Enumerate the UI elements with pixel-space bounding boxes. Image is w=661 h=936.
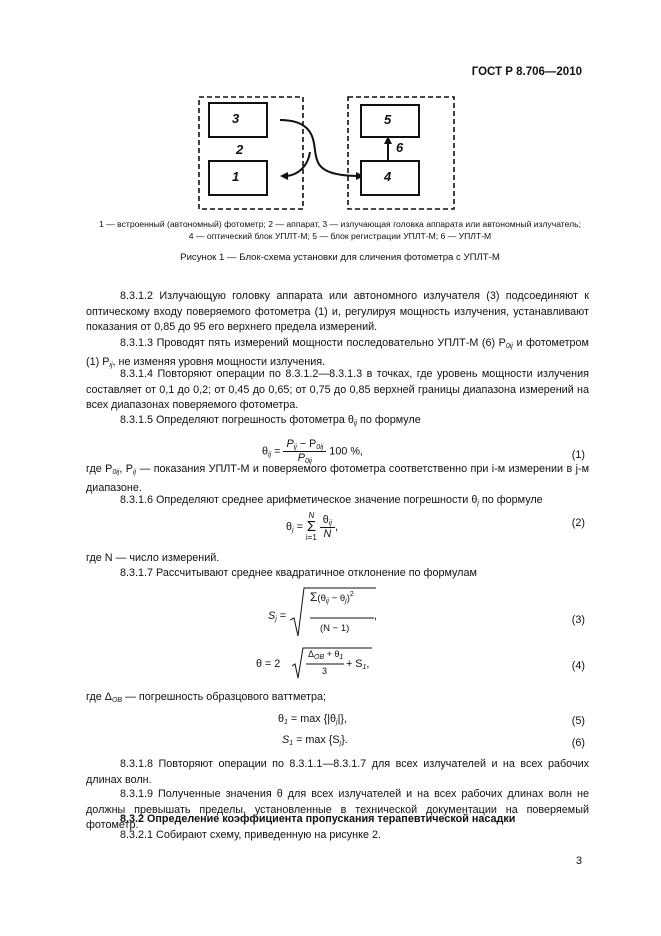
eq2-lhs: θ (286, 520, 293, 533)
eq2-lhs-sub: j (292, 526, 294, 534)
eq2-tail: , (334, 520, 338, 533)
eq4-lhs: θ = 2 (256, 658, 281, 670)
block-3 (208, 102, 268, 138)
equation-1: $\theta_{ij}$ = $\frac{P_{ij} - P_{0ij}}{P_{0ij}}$ 100 %, (262, 438, 363, 465)
eq6-rhs: = max {S (293, 734, 340, 746)
eq5-lhs: θ (278, 713, 285, 725)
where3-a: где Δ (86, 691, 112, 703)
p8316-part2: по формуле (478, 494, 543, 506)
where1-sub1: 0ij (112, 469, 120, 476)
block-6-label: 6 (396, 140, 404, 155)
eq2-sum-top: N (308, 511, 315, 520)
eq2-number: (2) (571, 517, 585, 529)
eq1-lhs: θ (262, 445, 269, 458)
block-1-label: 1 (232, 169, 240, 184)
eq6-sub: j (339, 740, 342, 747)
figure-legend (60, 218, 620, 242)
equation-5: $\theta_1 = \max \{|\theta_j|\}$, (278, 713, 348, 726)
eq4-num-delta: Δ (308, 649, 315, 659)
paragraph-8316 (86, 493, 589, 512)
eq1-tail: 100 %, (326, 445, 363, 458)
p8315-part2: по формуле (356, 414, 421, 426)
eq3-lhs: S (268, 610, 276, 622)
p8316-part1: 8.3.1.6 Определяют среднее арифметическое значение погрешности θ (120, 494, 478, 506)
block-5 (360, 104, 420, 138)
paragraph-8314: 8.3.1.4 Повторяют операции по 8.3.1.2—8.3.1.3 в точках, где уровень мощности излучения составляет от 0,1 до 0,2; от 0,45 до 0,65; от 0,75 до 0,85 верхней границы диапазона измерений на всех диапазонах поверяемого фотометра. (86, 368, 589, 412)
p8313-part3: , не изменяя уровня мощности излучения. (112, 355, 326, 368)
eq3-inner-sub1: ij (325, 598, 329, 605)
block-1 (208, 160, 268, 196)
eq1-number: (1) (571, 449, 585, 461)
eq3-inner3: ) (346, 593, 350, 604)
block-3-label: 3 (232, 111, 240, 126)
eq3-inner1: (θ (317, 593, 326, 604)
paragraph-8318: 8.3.1.8 Повторяют операции по 8.3.1.1—8.3.1.7 для всех излучателей и на всех рабочих длинах волн. (86, 758, 589, 786)
p8315-part1: 8.3.1.5 Определяют погрешность фотометра θ (120, 414, 354, 426)
sub-ij-2: ij (353, 420, 357, 427)
eq5-sub: j (336, 719, 338, 726)
document-header: ГОСТ Р 8.706—2010 (471, 66, 582, 78)
equation-2: $\theta_j = N$ Σ i=1 $\frac{\theta_{ij}}{N}$ , (286, 511, 338, 542)
where1-a: где P (86, 463, 113, 475)
eq3-inner-sub2: j (345, 598, 347, 605)
eq1-num-sub1: ij (293, 444, 297, 451)
paragraph-8317: 8.3.1.7 Рассчитывают среднее квадратичное отклонение по формулам (120, 567, 477, 579)
block-4 (360, 160, 420, 196)
equation-3: $S_j$ = $\Sigma(\theta_{ij} - \theta_j)^2$ (N − 1) , (268, 586, 378, 640)
eq4-sub-ob: ОВ (314, 654, 325, 661)
equation-4: θ = 2 $\Delta_{ОВ} + \theta_1$ 3 + $S_1$, (256, 646, 376, 682)
p8313-part2: и фотометром (1) P (86, 337, 589, 368)
where-1 (86, 462, 589, 496)
eq1-den: P (297, 452, 305, 464)
eq2-sum-bot: i=1 (305, 533, 317, 542)
eq3-number: (3) (571, 614, 585, 626)
eq1-fraction (283, 438, 326, 465)
block-5-label: 5 (384, 112, 392, 127)
page-number: 3 (575, 855, 582, 867)
equation-6: $S_1 = \max \{S_j\}$. (282, 734, 348, 747)
sub-j: j (477, 500, 479, 507)
sub-ij: ij (109, 361, 113, 369)
eq5-number: (5) (571, 715, 585, 727)
block-4-label: 4 (384, 169, 392, 184)
where3-b: — погрешность образцового ваттметра; (122, 691, 327, 703)
eq2-fraction (320, 514, 335, 540)
legend-line-1: 1 — встроенный (автономный) фотометр; 2 — аппарат, 3 — излучающая головка аппарата или автономный излучатель; (98, 219, 581, 229)
block-2-label: 2 (236, 142, 244, 157)
eq4-den: 3 (322, 666, 328, 676)
eq4-number: (4) (571, 660, 585, 672)
paragraph-8315 (86, 413, 589, 432)
heading-832: 8.3.2 Определение коэффициента пропускания терапевтической насадки (120, 813, 516, 825)
eq4-num-theta: + θ (324, 649, 340, 659)
eq4-tail: + S (346, 658, 363, 670)
eq3-lhs-sub: j (275, 616, 277, 623)
eq1-num-p2: − P (296, 438, 317, 450)
eq2-num-sub: ij (328, 520, 332, 527)
p8313-part1: 8.3.1.3 Проводят пять измерений мощности последовательно УПЛТ-М (6) P (120, 337, 506, 349)
where3-sub: ОВ (111, 697, 123, 704)
eq1-num-sub2: 0ij (316, 444, 324, 451)
eq2-den: N (323, 528, 332, 540)
eq6-number: (6) (571, 737, 585, 749)
eq3-den: (N − 1) (320, 623, 350, 634)
eq5-rhs2: |}, (337, 713, 348, 725)
eq1-den-sub: 0ij (304, 458, 312, 465)
paragraph-8312: 8.3.1.2 Излучающую головку аппарата или автономного излучателя (3) подсоединяют к оптическому входу поверяемого фотометра (1) и, регулируя мощность излучения, устанавливают показания от 0,85 до 95 его верхнего предела измерений. (86, 290, 589, 334)
paragraph-8321: 8.3.2.1 Собирают схему, приведенную на рисунке 2. (120, 829, 381, 841)
block-diagram (198, 96, 466, 212)
where-3 (86, 690, 589, 709)
legend-line-2: 4 — оптический блок УПЛТ-М; 5 — блок регистрации УПЛТ-М; 6 — УПЛТ-М (188, 231, 492, 241)
where1-sub2: ij (132, 469, 137, 476)
where1-b: , P (119, 463, 133, 475)
eq5-rhs: = max {|θ (287, 713, 337, 725)
eq2-sum: N Σ i=1 (305, 511, 317, 542)
where-2: где N — число измерений. (86, 552, 220, 564)
eq1-lhs-sub: ij (268, 451, 272, 459)
eq6-lhs: S (282, 734, 290, 746)
paragraph-8319: 8.3.1.9 Полученные значения θ для всех излучателей и на всех рабочих длинах волн не должны превышать пределы, установленные в технической документации на поверяемый фотометр. (86, 788, 589, 832)
eq3-inner2: − θ (329, 593, 346, 604)
eq2-num: θ (322, 514, 329, 526)
eq6-rhs2: }. (341, 734, 348, 746)
eq1-num-p: P (286, 438, 294, 450)
figure-title: Рисунок 1 — Блок-схема установки для сличения фотометра с УПЛТ-М (180, 252, 500, 263)
where1-c: — показания УПЛТ-М и поверяемого фотометра соответственно при i-м измерении в j-м диапазоне. (86, 463, 590, 494)
sub-0ij: 0ij (505, 343, 513, 350)
